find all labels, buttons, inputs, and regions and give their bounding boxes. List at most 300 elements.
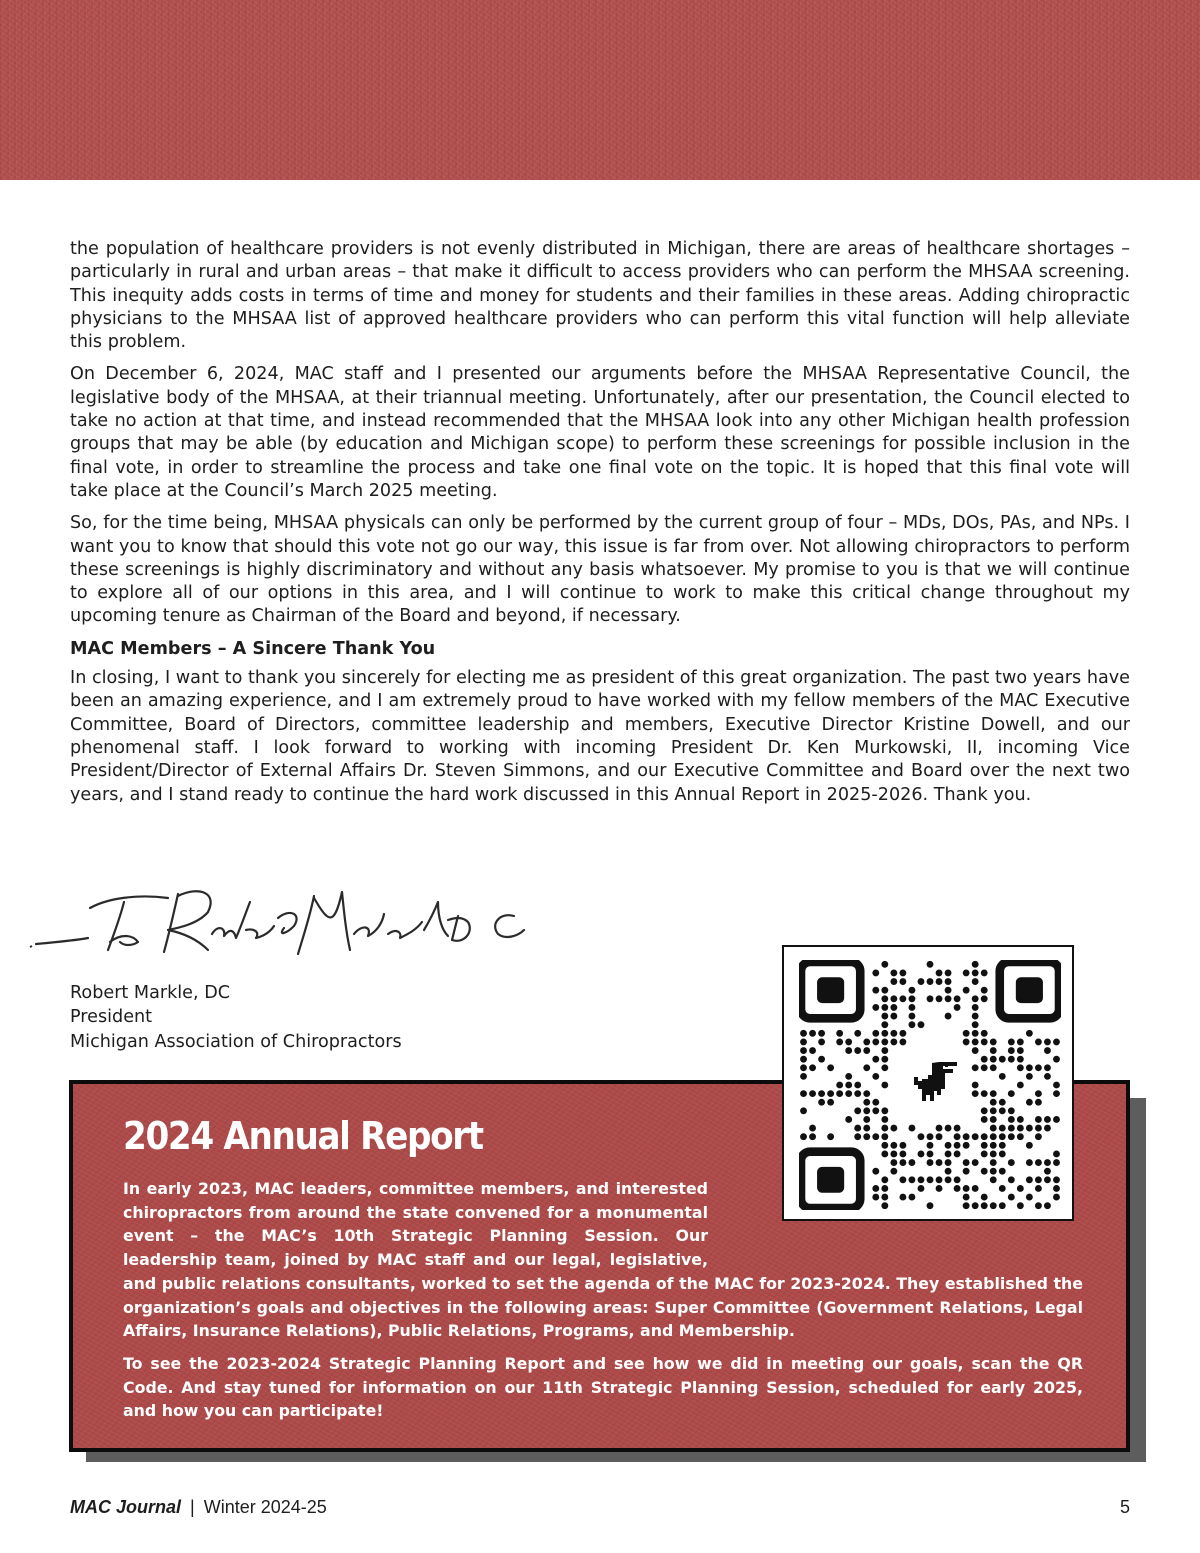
qr-module xyxy=(999,1107,1006,1114)
qr-module xyxy=(872,1038,879,1045)
qr-module xyxy=(890,995,897,1002)
qr-module xyxy=(1017,1047,1024,1054)
qr-module xyxy=(990,1133,997,1140)
qr-module xyxy=(863,1064,870,1071)
qr-module xyxy=(945,1013,952,1020)
qr-module xyxy=(954,1133,961,1140)
signer-name: Robert Markle, DC xyxy=(70,983,231,1003)
qr-module xyxy=(899,1142,906,1149)
qr-module xyxy=(1026,1142,1033,1149)
qr-module xyxy=(800,1107,807,1114)
qr-module xyxy=(881,1116,888,1123)
qr-module xyxy=(872,1133,879,1140)
footer-separator: | xyxy=(190,1497,195,1517)
qr-module xyxy=(1026,1099,1033,1106)
qr-module xyxy=(1044,1073,1051,1080)
qr-module xyxy=(936,1159,943,1166)
qr-module xyxy=(1044,1202,1051,1209)
qr-module xyxy=(1035,1159,1042,1166)
qr-module xyxy=(1044,1176,1051,1183)
qr-module xyxy=(972,1030,979,1037)
article-body xyxy=(70,238,1130,816)
qr-module xyxy=(954,1125,961,1132)
qr-module xyxy=(1017,1202,1024,1209)
qr-module xyxy=(1008,1116,1015,1123)
qr-module xyxy=(809,1064,816,1071)
qr-module xyxy=(800,1047,807,1054)
qr-module xyxy=(927,961,934,968)
qr-module xyxy=(899,1030,906,1037)
qr-module xyxy=(954,1185,961,1192)
qr-module xyxy=(936,978,943,985)
qr-module xyxy=(981,995,988,1002)
qr-module xyxy=(990,1142,997,1149)
qr-module xyxy=(990,1176,997,1183)
qr-module xyxy=(863,1099,870,1106)
qr-module xyxy=(999,1099,1006,1106)
qr-module xyxy=(872,969,879,976)
qr-module xyxy=(972,1047,979,1054)
qr-module xyxy=(872,1099,879,1106)
qr-module xyxy=(918,1185,925,1192)
qr-module xyxy=(908,1194,915,1201)
qr-module xyxy=(999,1202,1006,1209)
qr-module xyxy=(963,1038,970,1045)
qr-module xyxy=(1008,1056,1015,1063)
qr-module xyxy=(990,1099,997,1106)
qr-module xyxy=(818,1099,825,1106)
qr-module xyxy=(863,1116,870,1123)
qr-module xyxy=(1044,1159,1051,1166)
qr-module xyxy=(881,1013,888,1020)
qr-module xyxy=(918,1021,925,1028)
qr-module xyxy=(872,987,879,994)
journal-name: MAC Journal xyxy=(70,1497,182,1517)
qr-module xyxy=(854,1030,861,1037)
qr-module xyxy=(972,1185,979,1192)
qr-module xyxy=(945,1142,952,1149)
qr-module xyxy=(881,1004,888,1011)
qr-module xyxy=(845,1047,852,1054)
qr-module xyxy=(972,1082,979,1089)
qr-module xyxy=(918,1176,925,1183)
qr-module xyxy=(999,1151,1006,1158)
qr-module xyxy=(1017,1116,1024,1123)
qr-module xyxy=(818,1090,825,1097)
qr-module xyxy=(972,1064,979,1071)
qr-module xyxy=(800,1090,807,1097)
qr-module xyxy=(881,1064,888,1071)
qr-module xyxy=(927,1133,934,1140)
qr-module xyxy=(918,978,925,985)
article-paragraph: On December 6, 2024, MAC staff and I presented our arguments before the MHSAA Representative Council, the legislative body of the MHSAA, at their triannual meeting. Unfortunately, after our presentation, the Council elected to take no action at that time, and instead recommended that the MHSAA look into any other Michigan health profession groups that may be able (by education and Michigan scope) to perform these screenings for possible inclusion in the final vote, in order to streamline the process and take one final vote on the topic. It is hoped that this final vote will take place at the Council’s March 2025 meeting. xyxy=(70,364,1130,501)
qr-module xyxy=(945,1151,952,1158)
qr-module xyxy=(908,1176,915,1183)
qr-module xyxy=(999,1073,1006,1080)
header-banner xyxy=(0,0,1200,180)
qr-module xyxy=(800,1056,807,1063)
qr-module xyxy=(927,1159,934,1166)
qr-module xyxy=(890,969,897,976)
qr-module xyxy=(881,1030,888,1037)
qr-module xyxy=(1008,1107,1015,1114)
signature-image xyxy=(28,872,558,972)
qr-module xyxy=(809,1030,816,1037)
qr-module xyxy=(999,1125,1006,1132)
qr-module xyxy=(854,1047,861,1054)
qr-module xyxy=(899,1159,906,1166)
qr-module xyxy=(1035,1202,1042,1209)
qr-module xyxy=(890,1168,897,1175)
qr-module xyxy=(1053,1056,1060,1063)
qr-module xyxy=(1044,1047,1051,1054)
qr-module xyxy=(945,969,952,976)
qr-module xyxy=(908,1159,915,1166)
qr-module xyxy=(872,1194,879,1201)
qr-module xyxy=(1035,1176,1042,1183)
qr-module xyxy=(981,969,988,976)
qr-module xyxy=(881,1176,888,1183)
signer-title: President xyxy=(70,1007,153,1028)
qr-module xyxy=(1017,1056,1024,1063)
qr-module xyxy=(854,1090,861,1097)
qr-module xyxy=(881,1047,888,1054)
qr-module xyxy=(827,1090,834,1097)
qr-module xyxy=(818,1030,825,1037)
qr-module xyxy=(1035,1133,1042,1140)
qr-module xyxy=(1053,1090,1060,1097)
qr-module xyxy=(899,1151,906,1158)
qr-module xyxy=(954,1004,961,1011)
qr-code-icon xyxy=(799,960,1061,1210)
qr-module xyxy=(972,1013,979,1020)
qr-module xyxy=(1017,1038,1024,1045)
qr-code[interactable] xyxy=(782,945,1074,1221)
qr-module xyxy=(1053,1151,1060,1158)
qr-module xyxy=(1008,1176,1015,1183)
report-paragraph: To see the 2023-2024 Strategic Planning Report and see how we did in meeting our goals, scan the QR Code. And stay tuned for information on our 11th Strategic Planning Session, scheduled for early 2025, and how you can participate! xyxy=(123,1353,1083,1421)
qr-module xyxy=(908,1125,915,1132)
qr-module xyxy=(999,1142,1006,1149)
qr-module xyxy=(981,987,988,994)
qr-module xyxy=(890,1151,897,1158)
qr-module xyxy=(872,1168,879,1175)
qr-module xyxy=(990,1107,997,1114)
qr-module xyxy=(899,1176,906,1183)
qr-module xyxy=(854,1125,861,1132)
qr-module xyxy=(963,1194,970,1201)
qr-module xyxy=(872,1030,879,1037)
qr-module xyxy=(1017,1185,1024,1192)
qr-module xyxy=(1053,1194,1060,1201)
qr-module xyxy=(881,1133,888,1140)
qr-module xyxy=(836,1082,843,1089)
qr-module xyxy=(872,1107,879,1114)
qr-module xyxy=(818,1056,825,1063)
signer-block xyxy=(70,981,402,1054)
qr-module xyxy=(954,995,961,1002)
qr-module xyxy=(945,995,952,1002)
qr-module xyxy=(972,1133,979,1140)
qr-module xyxy=(800,1133,807,1140)
qr-module xyxy=(818,1038,825,1045)
qr-module xyxy=(890,1159,897,1166)
qr-module xyxy=(963,987,970,994)
qr-module xyxy=(899,969,906,976)
qr-module xyxy=(890,1142,897,1149)
qr-module xyxy=(945,1125,952,1132)
qr-module xyxy=(981,1030,988,1037)
qr-module xyxy=(899,995,906,1002)
qr-module xyxy=(1044,1125,1051,1132)
qr-module xyxy=(854,1133,861,1140)
qr-module xyxy=(881,961,888,968)
qr-module xyxy=(1053,1082,1060,1089)
qr-finder-pattern xyxy=(801,962,860,1018)
qr-module xyxy=(1026,1176,1033,1183)
qr-module xyxy=(881,1125,888,1132)
qr-module xyxy=(927,1202,934,1209)
qr-module xyxy=(881,1056,888,1063)
qr-module xyxy=(918,1151,925,1158)
qr-module xyxy=(1044,1064,1051,1071)
qr-module xyxy=(1044,1038,1051,1045)
qr-module xyxy=(845,1116,852,1123)
qr-module xyxy=(927,1176,934,1183)
qr-module xyxy=(1035,1125,1042,1132)
qr-module xyxy=(881,1194,888,1201)
report-title: 2024 Annual Report xyxy=(123,1114,483,1158)
qr-module xyxy=(972,1202,979,1209)
qr-module xyxy=(1026,1064,1033,1071)
qr-module xyxy=(1035,1116,1042,1123)
qr-module xyxy=(945,1168,952,1175)
qr-module xyxy=(1008,1038,1015,1045)
qr-module xyxy=(972,995,979,1002)
qr-module xyxy=(936,995,943,1002)
qr-module xyxy=(908,1004,915,1011)
qr-module xyxy=(1017,1082,1024,1089)
qr-module xyxy=(881,1202,888,1209)
qr-module xyxy=(881,1151,888,1158)
qr-module xyxy=(1053,1038,1060,1045)
qr-module xyxy=(945,987,952,994)
qr-module xyxy=(1026,1125,1033,1132)
qr-module xyxy=(872,1073,879,1080)
qr-module xyxy=(963,1030,970,1037)
report-paragraph: In early 2023, MAC leaders, committee members, and interested chiropractors from around the state convened for a monumental event – the MAC’s 10th Strategic Planning Session. Our leadership team, joined by MAC staff and our legal, legislative, and public relations consultants, worked to set the agenda of the MAC for 2023-2024. They established the organization’s goals and objectives in the following areas: Super Committee (Government Relations, Legal Affairs, Insurance Relations), Public Relations, Programs, and Membership. xyxy=(123,1179,1083,1341)
qr-module xyxy=(981,1168,988,1175)
qr-module xyxy=(890,1125,897,1132)
qr-module xyxy=(890,978,897,985)
qr-module xyxy=(1008,1133,1015,1140)
qr-module xyxy=(990,1125,997,1132)
qr-module xyxy=(972,1038,979,1045)
qr-module xyxy=(836,1038,843,1045)
qr-module xyxy=(800,1030,807,1037)
qr-module xyxy=(845,1082,852,1089)
qr-module xyxy=(890,1004,897,1011)
qr-module xyxy=(908,1021,915,1028)
qr-module xyxy=(981,1090,988,1097)
qr-module xyxy=(854,1082,861,1089)
qr-module xyxy=(927,978,934,985)
qr-module xyxy=(963,969,970,976)
qr-module xyxy=(908,987,915,994)
qr-module xyxy=(981,1133,988,1140)
qr-module xyxy=(845,1090,852,1097)
qr-module xyxy=(881,1021,888,1028)
qr-module xyxy=(863,1038,870,1045)
qr-module xyxy=(981,1116,988,1123)
qr-module xyxy=(999,1056,1006,1063)
qr-module xyxy=(936,1125,943,1132)
qr-module xyxy=(990,1047,997,1054)
qr-module xyxy=(800,1064,807,1071)
qr-module xyxy=(1008,1090,1015,1097)
qr-module xyxy=(1008,1125,1015,1132)
qr-module xyxy=(881,1038,888,1045)
qr-module xyxy=(972,1159,979,1166)
qr-module xyxy=(890,1013,897,1020)
qr-module xyxy=(863,1133,870,1140)
qr-module xyxy=(908,1013,915,1020)
qr-module xyxy=(945,978,952,985)
qr-module xyxy=(890,1038,897,1045)
qr-module xyxy=(1008,1194,1015,1201)
issue-label: Winter 2024-25 xyxy=(203,1497,327,1517)
qr-module xyxy=(881,1142,888,1149)
qr-module xyxy=(999,1168,1006,1175)
qr-module xyxy=(1008,1047,1015,1054)
qr-module xyxy=(990,1064,997,1071)
qr-module xyxy=(1044,1168,1051,1175)
qr-module xyxy=(936,1176,943,1183)
qr-module xyxy=(972,1004,979,1011)
qr-module xyxy=(836,1030,843,1037)
qr-module xyxy=(981,1151,988,1158)
qr-module xyxy=(872,1185,879,1192)
qr-module xyxy=(1017,1125,1024,1132)
qr-module xyxy=(800,1038,807,1045)
qr-module xyxy=(963,1142,970,1149)
qr-module xyxy=(981,1056,988,1063)
qr-module xyxy=(990,1116,997,1123)
qr-module xyxy=(990,1056,997,1063)
qr-module xyxy=(1026,1194,1033,1201)
qr-module xyxy=(845,1073,852,1080)
qr-module xyxy=(954,1176,961,1183)
qr-module xyxy=(1017,1133,1024,1140)
section-heading: MAC Members – A Sincere Thank You xyxy=(70,638,436,659)
qr-module xyxy=(927,1142,934,1149)
qr-module xyxy=(972,1021,979,1028)
qr-module xyxy=(1035,1185,1042,1192)
page-footer xyxy=(70,1497,1130,1521)
qr-module xyxy=(963,1202,970,1209)
qr-module xyxy=(845,1038,852,1045)
qr-module xyxy=(1035,1090,1042,1097)
qr-module xyxy=(1035,1099,1042,1106)
qr-module xyxy=(881,1082,888,1089)
qr-module xyxy=(809,1047,816,1054)
qr-module xyxy=(981,1107,988,1114)
qr-module xyxy=(809,1090,816,1097)
qr-module xyxy=(981,1194,988,1201)
qr-module xyxy=(1053,1159,1060,1166)
qr-module xyxy=(963,1185,970,1192)
qr-module xyxy=(981,1142,988,1149)
qr-module xyxy=(1035,1064,1042,1071)
qr-module xyxy=(863,1090,870,1097)
qr-module xyxy=(972,1090,979,1097)
qr-module xyxy=(927,995,934,1002)
qr-module xyxy=(827,1064,834,1071)
qr-module xyxy=(945,1176,952,1183)
article-paragraph: So, for the time being, MHSAA physicals can only be performed by the current group of four – MDs, DOs, PAs, and NPs. I want you to know that should this vote not go our way, this issue is far from over. Not allowing chiropractors to perform these screenings is highly discriminatory and without any basis whatsoever. My promise to you is that we will continue to explore all of our options in this area, and I will continue to work to make this critical change throughout my upcoming tenure as Chairman of the Board and beyond, if necessary. xyxy=(70,513,1130,627)
article-paragraph: the population of healthcare providers is not evenly distributed in Michigan, there are areas of healthcare shortages – particularly in rural and urban areas – that make it difficult to access providers who can perform the MHSAA screening. This inequity adds costs in terms of time and money for students and their families in these areas. Adding chiropractic physicians to the MHSAA list of approved healthcare providers who can perform this vital function will help alleviate this problem. xyxy=(70,239,1130,353)
qr-module xyxy=(1053,1116,1060,1123)
page-number: 5 xyxy=(1119,1497,1130,1517)
qr-module xyxy=(990,1168,997,1175)
qr-finder-pattern xyxy=(801,1152,860,1208)
closing-paragraph: In closing, I want to thank you sincerely for electing me as president of this great organization. The past two years have been an amazing experience, and I am extremely proud to have worked with my fellow members of the MAC Executive Committee, Board of Directors, committee leadership and members, Executive Director Kristine Dowell, and our phenomenal staff. I look forward to working with incoming President Dr. Ken Murkowski, II, incoming Vice President/Director of External Affairs Dr. Steven Simmons, and our Executive Committee and Board over the next two years, and I stand ready to continue the hard work discussed in this Annual Report in 2025-2026. Thank you. xyxy=(70,668,1130,805)
qr-module xyxy=(981,1064,988,1071)
qr-module xyxy=(1044,1116,1051,1123)
qr-module xyxy=(854,1107,861,1114)
qr-module xyxy=(936,1185,943,1192)
qr-module xyxy=(809,1133,816,1140)
qr-module xyxy=(990,1159,997,1166)
qr-module xyxy=(899,978,906,985)
qr-module xyxy=(872,1004,879,1011)
qr-module xyxy=(1053,1185,1060,1192)
dinosaur-icon xyxy=(914,1062,957,1101)
qr-module xyxy=(872,1056,879,1063)
qr-module xyxy=(881,995,888,1002)
qr-module xyxy=(963,1168,970,1175)
qr-module xyxy=(881,1107,888,1114)
qr-module xyxy=(863,1047,870,1054)
qr-module xyxy=(881,987,888,994)
qr-module xyxy=(1026,1073,1033,1080)
qr-module xyxy=(800,1073,807,1080)
qr-module xyxy=(999,1133,1006,1140)
qr-module xyxy=(1026,1030,1033,1037)
qr-module xyxy=(1035,1038,1042,1045)
qr-module xyxy=(918,1133,925,1140)
qr-module xyxy=(1026,1159,1033,1166)
qr-module xyxy=(990,1038,997,1045)
qr-module xyxy=(981,1038,988,1045)
qr-module xyxy=(881,1185,888,1192)
qr-module xyxy=(809,1125,816,1132)
qr-module xyxy=(899,1038,906,1045)
qr-module xyxy=(999,1185,1006,1192)
qr-module xyxy=(1053,1176,1060,1183)
qr-module xyxy=(963,1133,970,1140)
qr-module xyxy=(936,969,943,976)
qr-module xyxy=(954,1142,961,1149)
qr-finder-pattern xyxy=(1000,962,1059,1018)
signer-organization: Michigan Association of Chiropractors xyxy=(70,1031,402,1052)
qr-module xyxy=(945,1159,952,1166)
qr-module xyxy=(954,1151,961,1158)
qr-module xyxy=(990,1151,997,1158)
qr-module xyxy=(1017,1064,1024,1071)
qr-module xyxy=(890,1030,897,1037)
qr-module xyxy=(981,1202,988,1209)
